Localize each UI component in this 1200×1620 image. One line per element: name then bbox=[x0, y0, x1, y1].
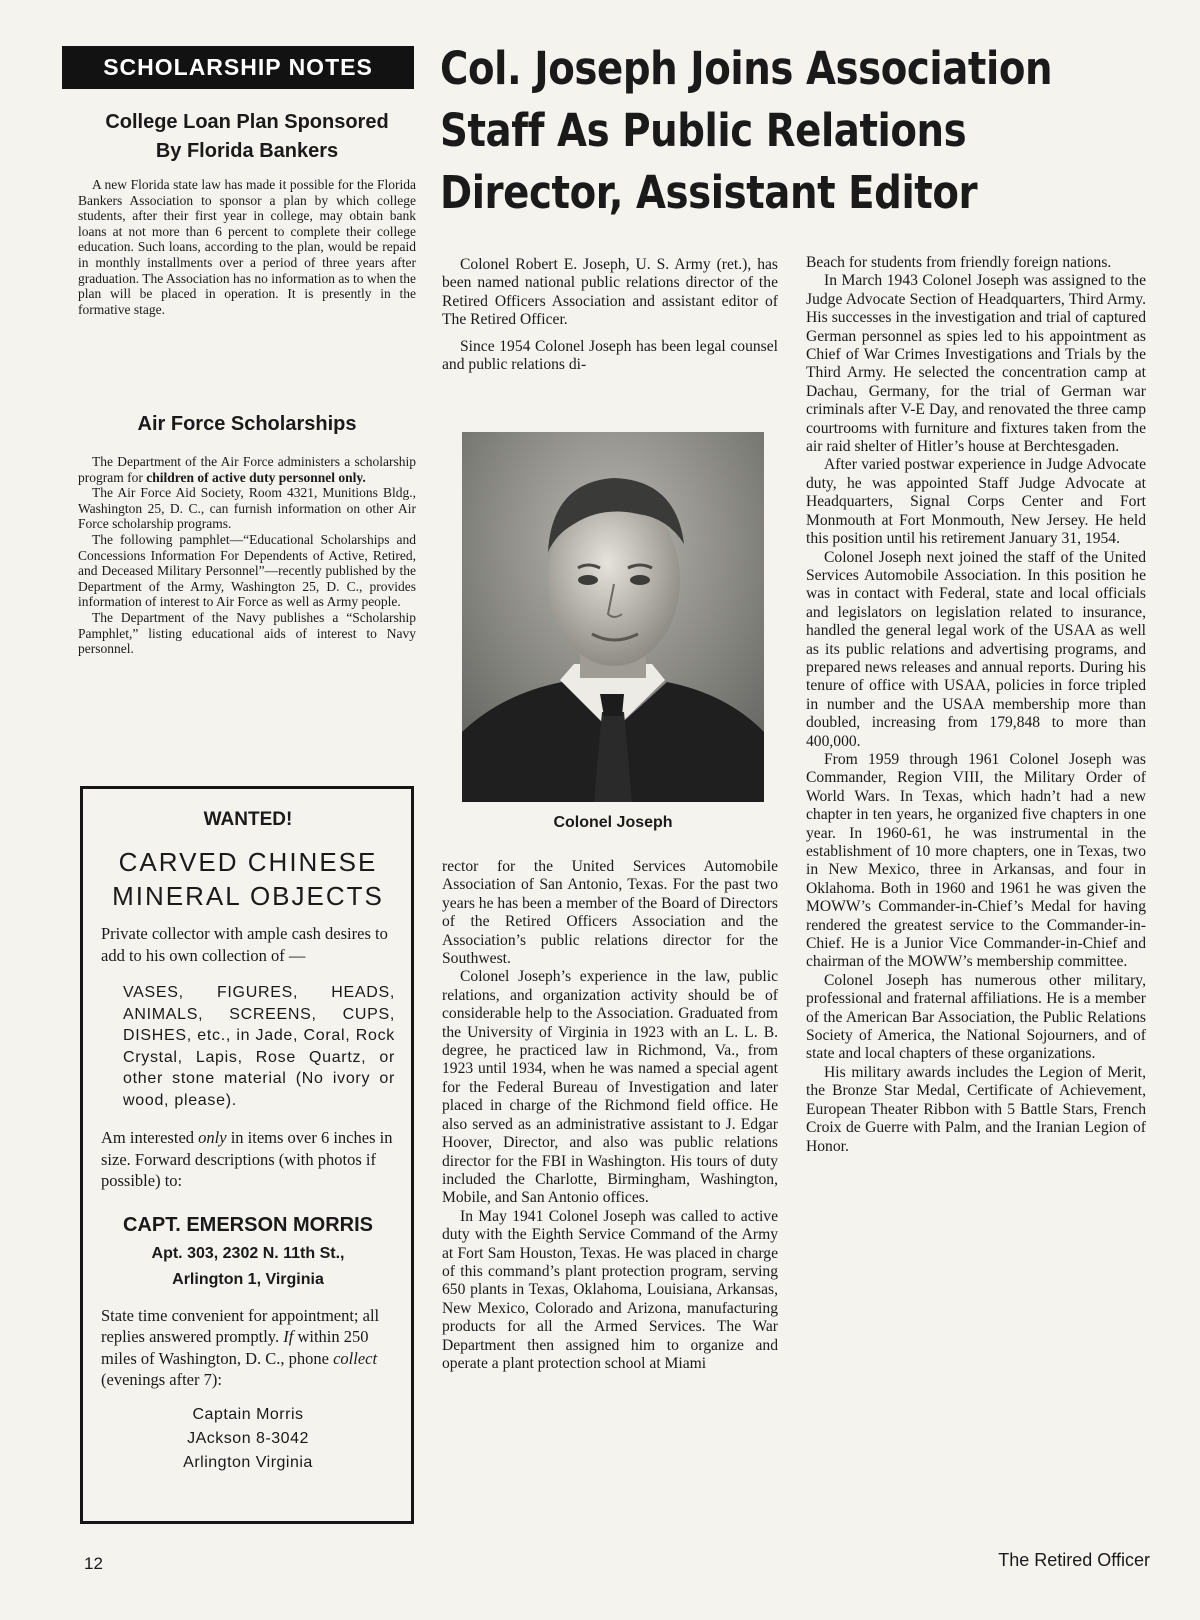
ad-wanted-label: WANTED! bbox=[203, 809, 293, 830]
article-paragraph-8: After varied postwar experience in Judge Advocate duty, he was appointed Staff Judge Advocate at Headquarters, Signal Corps Center and Fort Monmouth at Fort Monmouth, New Jersey. He held this position until his retirement January 31, 1954. bbox=[806, 456, 1146, 548]
ad-address-line-1: Apt. 303, 2302 N. 11th St., bbox=[151, 1244, 345, 1262]
article-paragraph-12: His military awards includes the Legion of Merit, the Bronze Star Medal, Certificate of Achievement, European Theater Ribbon with 5 Battle Stars, French Croix de Guerre with Palm, and the Iranian Legion of Honor. bbox=[806, 1063, 1146, 1155]
article-paragraph-5: In May 1941 Colonel Joseph was called to active duty with the Eighth Service Command of the Army at Fort Sam Houston, Texas. He was placed in charge of this command’s plant protection program, serving 650 plants in Texas, Oklahoma, Louisiana, Arkansas, New Mexico, Colorado and Arizona, manufacturing products for all the Armed Services. The War Department then assigned him to organize and operate a plant protection school at Miami bbox=[442, 1207, 778, 1372]
article-right-column bbox=[806, 254, 1146, 1156]
ad-phone-number: JAckson 8-3042 bbox=[187, 1429, 309, 1447]
headline-line-2: Staff As Public Relations bbox=[440, 104, 967, 157]
loan-section bbox=[78, 108, 416, 317]
article-paragraph-4: Colonel Joseph’s experience in the law, public relations, and organization activity should be of considerable help to the Association. Graduated from the University of Virginia in 1923 with an L. L. B. degree, he practiced law in Richmond, Va., from 1923 until 1934, when he was named a special agent for the Federal Bureau of Investigation and later placed in charge of the Richmond field office. He also served as an administrative assistant to J. Edgar Hoover, Director, and also was public relations director for the FBI in Washington. His tours of duty included the Charlotte, Birmingham, Washington, Mobile, and San Antonio offices. bbox=[442, 968, 778, 1207]
ad-title-line-1: CARVED CHINESE bbox=[118, 847, 378, 877]
loan-heading-line-1: College Loan Plan Sponsored bbox=[105, 111, 389, 133]
portrait-illustration bbox=[462, 432, 764, 802]
article-intro bbox=[442, 256, 778, 374]
ad-title bbox=[101, 845, 395, 913]
ad-instructions: State time convenient for appointment; all replies answered promptly. If within 250 miles of Washington, D. C., phone collect (evenings after 7): bbox=[101, 1305, 380, 1389]
section-banner: SCHOLARSHIP NOTES bbox=[62, 46, 414, 89]
ad-title-line-2: MINERAL OBJECTS bbox=[112, 881, 384, 911]
ad-address-line-2: Arlington 1, Virginia bbox=[172, 1270, 324, 1288]
loan-heading-line-2: By Florida Bankers bbox=[155, 140, 339, 162]
article-middle-column bbox=[442, 858, 778, 1373]
airforce-paragraph-2: The Air Force Aid Society, Room 4321, Munitions Bldg., Washington 25, D. C., can furnish information on other Air Force scholarship programs. bbox=[78, 485, 416, 532]
article-paragraph-6: Beach for students from friendly foreign nations. bbox=[806, 254, 1112, 271]
loan-body bbox=[78, 177, 416, 317]
ad-interest: Am interested only in items over 6 inches in size. Forward descriptions (with photos if possible) to: bbox=[101, 1128, 393, 1190]
headline-line-3: Director, Assistant Editor bbox=[440, 166, 978, 219]
publication-name: The Retired Officer bbox=[998, 1550, 1150, 1570]
ad-contact-name: CAPT. EMERSON MORRIS bbox=[122, 1213, 374, 1236]
ad-item-list: VASES, FIGURES, HEADS, ANIMALS, SCREENS, CUPS, DISHES, etc., in Jade, Coral, Rock Crystal, Lapis, Rose Quartz, or other stone material (No ivory or wood, please). bbox=[123, 984, 395, 1109]
article-paragraph-1: Colonel Robert E. Joseph, U. S. Army (ret.), has been named national public relations director of the Retired Officers Association and assistant editor of The Retired Officer. bbox=[442, 256, 778, 329]
airforce-paragraph-1: The Department of the Air Force administers a scholarship program for children of active duty personnel only. bbox=[78, 454, 416, 485]
ad-phone-block bbox=[101, 1403, 395, 1475]
airforce-body bbox=[78, 454, 416, 657]
ad-intro: Private collector with ample cash desires to add to his own collection of — bbox=[101, 924, 388, 965]
photo-caption: Colonel Joseph bbox=[553, 814, 673, 831]
portrait-photo bbox=[462, 432, 764, 802]
loan-paragraph: A new Florida state law has made it possible for the Florida Bankers Association to sponsor a plan by which college students, after their first year in college, may obtain bank loans at not more than 6 percent to complete their college education. Such loans, according to the plan, would be repaid in monthly installments over a period of three years after graduation. The Association has no information as to when the plan will be placed in operation. It is presently in the formative stage. bbox=[78, 177, 416, 317]
wanted-advertisement bbox=[80, 786, 414, 1524]
article-paragraph-9: Colonel Joseph next joined the staff of the United Services Automobile Association. In this position he was in contact with Federal, state and local officials and legislators on legislation related to insurance, handled the general legal work of the USAA as well as its public relations and advertising programs, and prepared news releases and annual reports. During his tenure of office with USAA, policies in force tripled in number and the USAA membership more than doubled, increasing from 179,848 to more than 400,000. bbox=[806, 548, 1146, 750]
article-paragraph-10: From 1959 through 1961 Colonel Joseph was Commander, Region VIII, the Military Order of World Wars. In Texas, which hadn’t had a new chapter in ten years, he organized five chapters in one year. In 1960-61, he was instrumental in the establishment of 10 more chapters, one in Texas, two in New Mexico, three in Arkansas, and four in Oklahoma. Both in 1960 and 1961 he was given the MOWW’s Commander-in-Chief’s Medal for having rendered the greatest service to the Commander-in-Chief. He is a Junior Vice Commander-in-Chief and chairman of the MOWW’s membership committee. bbox=[806, 750, 1146, 971]
article-paragraph-7: In March 1943 Colonel Joseph was assigned to the Judge Advocate Section of Headquarters, Third Army. His successes in the investigation and trial of captured German personnel as spies led to his appointment as Chief of War Crimes Investigations and Trials by the Third Army. He selected the concentration camp at Dachau, Germany, for the trial of German war criminals after V-E Day, and renovated the three camp courtrooms with furniture and fixtures taken from the air raid shelter of Hitler’s house at Berchtesgaden. bbox=[806, 272, 1146, 456]
article-paragraph-3: rector for the United Services Automobile Association of San Antonio, Texas. For the past two years he has been a member of the Board of Directors of the Retired Officers Association and the Association’s public relations director for the Southwest. bbox=[442, 858, 778, 968]
airforce-heading: Air Force Scholarships bbox=[137, 413, 357, 435]
airforce-paragraph-3: The following pamphlet—“Educational Scholarships and Concessions Information For Dependents of Active, Retired, and Deceased Military Personnel”—recently published by the Department of the Army, Washington 25, D. C., provides information of interest to Air Force as well as Army people. bbox=[78, 531, 416, 610]
headline-line-1: Col. Joseph Joins Association bbox=[440, 42, 1053, 95]
ad-phone-city: Arlington Virginia bbox=[183, 1453, 313, 1471]
article-paragraph-11: Colonel Joseph has numerous other military, professional and fraternal affiliations. He is a member of the American Bar Association, the Public Relations Society of America, the National Sojourners, and of state and local chapters of these organizations. bbox=[806, 971, 1146, 1063]
airforce-paragraph-4: The Department of the Navy publishes a “Scholarship Pamphlet,” listing educational aids of interest to Navy personnel. bbox=[78, 609, 416, 657]
ad-phone-name: Captain Morris bbox=[192, 1405, 304, 1423]
airforce-section bbox=[78, 410, 416, 657]
page-number: 12 bbox=[84, 1554, 103, 1573]
article-headline bbox=[440, 38, 1068, 224]
article-paragraph-2: Since 1954 Colonel Joseph has been legal counsel and public relations di- bbox=[442, 337, 778, 374]
loan-heading bbox=[78, 108, 416, 166]
